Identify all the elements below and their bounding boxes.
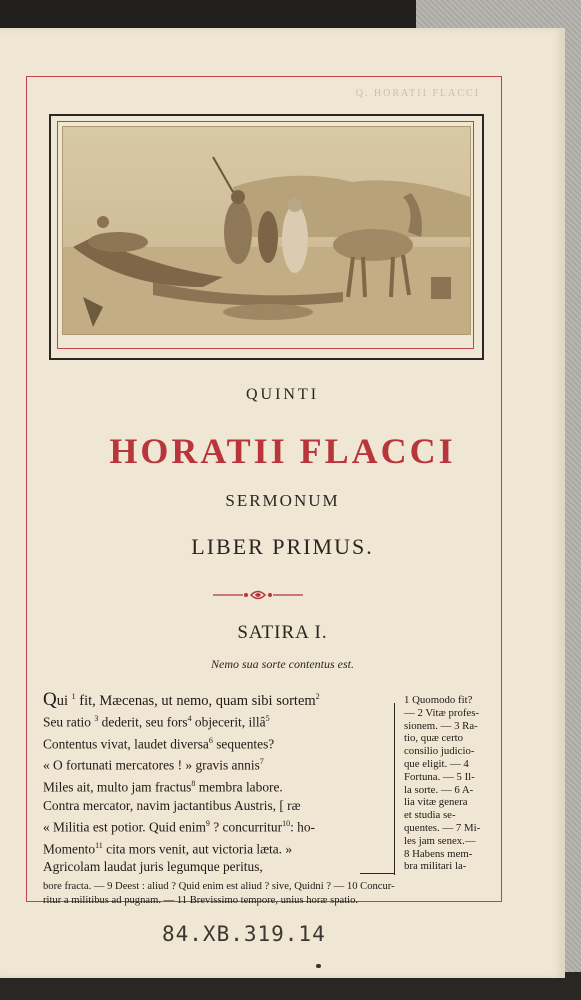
footnote-marker: 3 xyxy=(94,714,99,724)
poem-line xyxy=(43,753,398,775)
poem-text-run: sequentes? xyxy=(212,736,275,752)
margin-note-line: Fortuna. — 5 Il- xyxy=(404,770,475,783)
margin-note-line: consilio judicio- xyxy=(404,745,475,758)
footnote-marker: 2 xyxy=(315,692,320,701)
poem-line xyxy=(43,837,398,859)
fleuron-ornament-icon xyxy=(213,588,303,602)
margin-note-line: tio, quæ certo xyxy=(404,732,464,745)
margin-note-line: que eligit. — 4 xyxy=(404,757,469,770)
margin-note-line: 8 Habens mem- xyxy=(404,847,473,860)
poem-text-run: Q xyxy=(43,688,57,710)
footnote-marker: 5 xyxy=(265,714,270,724)
poem-text-run: Contra mercator, navim jactantibus Austris, [ ræ xyxy=(43,797,301,813)
footnote-marker: 6 xyxy=(208,735,213,745)
illustration-engraving xyxy=(62,126,471,335)
poem-text-run: objecerit, illâ xyxy=(191,714,266,730)
show-through-header: Q. HORATII FLACCI xyxy=(355,88,480,99)
poem-text-run: « Militia est potior. Quid enim xyxy=(43,819,206,835)
poem-line xyxy=(43,732,398,754)
poem-line xyxy=(43,858,398,876)
satira-heading: SATIRA I. xyxy=(237,622,328,643)
margin-note-line: sionem. — 3 Ra- xyxy=(404,719,478,732)
margin-note-line: lia vitæ genera xyxy=(404,796,468,809)
margin-note-line: bra militari la- xyxy=(404,860,467,873)
footnote-line: bore fracta. — 9 Deest : aliud ? Quid enim est aliud ? sive, Quidni ? — 10 Concur- xyxy=(43,881,395,892)
margin-note-line: et studia se- xyxy=(404,809,456,822)
poem-text-run: ? concurritur xyxy=(209,819,283,835)
title-quinti: QUINTI xyxy=(245,386,320,403)
margin-note-line: les jam senex.— xyxy=(404,834,476,847)
poem-line xyxy=(43,775,398,797)
notes-divider xyxy=(394,703,395,875)
poem-text-run: ui xyxy=(56,692,72,709)
margin-note-line: 1 Quomodo fit? xyxy=(404,694,473,706)
footnotes xyxy=(43,880,498,907)
epigraph: Nemo sua sorte contentus est. xyxy=(211,657,354,671)
shelfmark-handwritten: 84.XB.319.14 xyxy=(162,922,326,946)
poem-text xyxy=(43,688,398,876)
poem-text-run: : ho- xyxy=(290,819,315,835)
footnote-marker: 1 xyxy=(71,692,76,701)
title-horatii-flacci: HORATII FLACCI xyxy=(109,431,456,471)
margin-note-line: quentes. — 7 Mi- xyxy=(404,821,481,834)
footnote-marker: 4 xyxy=(187,714,192,724)
footnote-marker: 9 xyxy=(205,818,210,828)
poem-text-run: cita mors venit, aut victoria læta. » xyxy=(102,841,293,857)
title-sermonum: SERMONUM xyxy=(225,491,340,510)
poem-line xyxy=(43,710,398,732)
poem-text-run: Seu ratio xyxy=(43,714,95,730)
poem-text-run: dederit, seu fors xyxy=(98,714,188,730)
book-page xyxy=(0,28,565,978)
ink-spot xyxy=(316,964,321,968)
poem-line xyxy=(43,797,398,815)
notes-bracket xyxy=(360,873,394,874)
engraving-scene-icon xyxy=(63,127,470,334)
poem-line xyxy=(43,688,398,710)
margin-notes xyxy=(404,694,498,873)
poem-text-run: Agricolam laudat juris legumque peritus, xyxy=(43,859,263,875)
poem-text-run: « O fortunati mercatores ! » gravis annis xyxy=(43,757,260,773)
footnote-marker: 11 xyxy=(95,840,103,850)
footnote-marker: 7 xyxy=(259,757,264,767)
poem-line xyxy=(43,815,398,837)
margin-note-line: — 2 Vitæ profes- xyxy=(404,706,480,719)
poem-text-run: membra labore. xyxy=(195,779,283,795)
poem-text-run: fit, Mæcenas, ut nemo, quam sibi sortem xyxy=(75,692,316,709)
poem-text-run: Momento xyxy=(43,841,96,857)
footnote-marker: 10 xyxy=(282,818,291,828)
title-liber-primus: LIBER PRIMUS. xyxy=(191,534,374,559)
footnote-marker: 8 xyxy=(191,779,196,789)
poem-text-run: Miles ait, multo jam fractus xyxy=(43,779,192,795)
margin-note-line: la sorte. — 6 A- xyxy=(404,783,474,796)
poem-text-run: Contentus vivat, laudet diversa xyxy=(43,736,209,752)
footnote-line: ritur a militibus ad pugnam. — 11 Brevissimo tempore, unius horæ spatio. xyxy=(43,894,359,906)
